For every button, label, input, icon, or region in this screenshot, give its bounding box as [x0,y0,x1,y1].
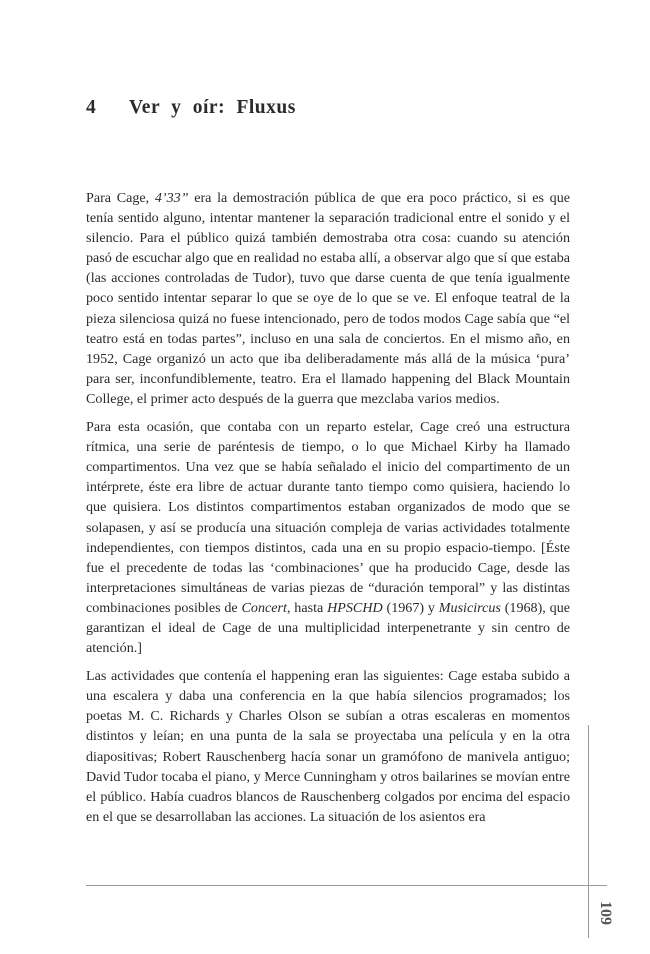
chapter-number: 4 [86,97,96,118]
margin-rule-vertical [588,725,589,885]
chapter-heading [86,97,296,119]
paragraph-2-text-c: (1967) y [382,599,439,616]
footer-rule [86,885,607,886]
chapter-title: Ver y oír: Fluxus [129,97,296,118]
page-number: 109 [597,901,614,925]
work-title-musicircus: Musicircus [438,599,501,616]
paragraph-1-text-a: Para Cage, [86,190,155,206]
paragraph-2-text-b: , hasta [286,599,328,616]
paragraph-1-text-b: era la demostración pública de que era poco práctico, si es que tenía sentido alguno, intentar mantener la separación tradicional entre el sonido y el silencio. Para el público quizá también demostraba otra cosa: cuando su atención pasó de escuchar algo que en realidad no estaba allí, a observar algo que sí que estaba (las acciones controladas de Tudor), tuvo que darse cuenta de que tenía igualmente poco sentido intentar separar lo que se oye de lo que se ve. El enfoque teatral de la pieza silenciosa quizá no fuese intencionado, pero de todos modos Cage sabía que “el teatro está en todas partes”, incluso en una sala de conciertos. En el mismo año, en 1952, Cage organizó un acto que iba deliberadamente más allá de la música ‘pura’ para ser, inconfundiblemente, teatro. Era el llamado happening del Black Mountain College, el primer acto después de la guerra que mezclaba varios medios. [86,190,570,407]
paragraph-2-text-a: Para esta ocasión, que contaba con un reparto estelar, Cage creó una estructura rítmica, una serie de paréntesis de tiempo, o lo que Michael Kirby ha llamado compartimentos. Una vez que se había señalado el inicio del compartimento de un intérprete, éste era libre de actuar durante tanto tiempo como quisiera, haciendo lo que quisiera. Los distintos compartimentos estaban organizados de modo que se solapasen, y así se producía una situación compleja de varias actividades totalmente independientes, con tiempos distintos, cada una en su propio espacio-tiempo. [Éste fue el precedente de todas las ‘combinaciones’ que ha producido Cage, desde las interpretaciones simultáneas de varias piezas de “duración temporal” y las distintas combinaciones posibles de [86,419,570,616]
work-title-hpschd: HPSCHD [327,599,383,616]
paragraph-1 [86,188,570,409]
paragraph-2-text-d: (1968), que garantizan el ideal de Cage de una multiplicidad interpenetrante y sin centro de atención.] [86,599,570,657]
paragraph-2 [86,417,570,658]
work-title-433: 4’33” [154,190,189,206]
work-title-concert: Concert [241,599,287,616]
body-text [86,188,570,835]
paragraph-3: Las actividades que contenía el happening eran las siguientes: Cage estaba subido a una escalera y daba una conferencia en la que había silencios programados; los poetas M. C. Richards y Charles Olson se subían a otras escaleras en momentos distintos y leían; en una punta de la sala se proyectaba una película y en la otra diapositivas; Robert Rauschenberg hacía sonar un gramófono de manivela antiguo; David Tudor tocaba el piano, y Merce Cunningham y otros bailarines se movían entre el público. Había cuadros blancos de Rauschenberg colgados por encima del espacio en el que se desarrollaban las acciones. La situación de los asientos era [86,668,570,825]
